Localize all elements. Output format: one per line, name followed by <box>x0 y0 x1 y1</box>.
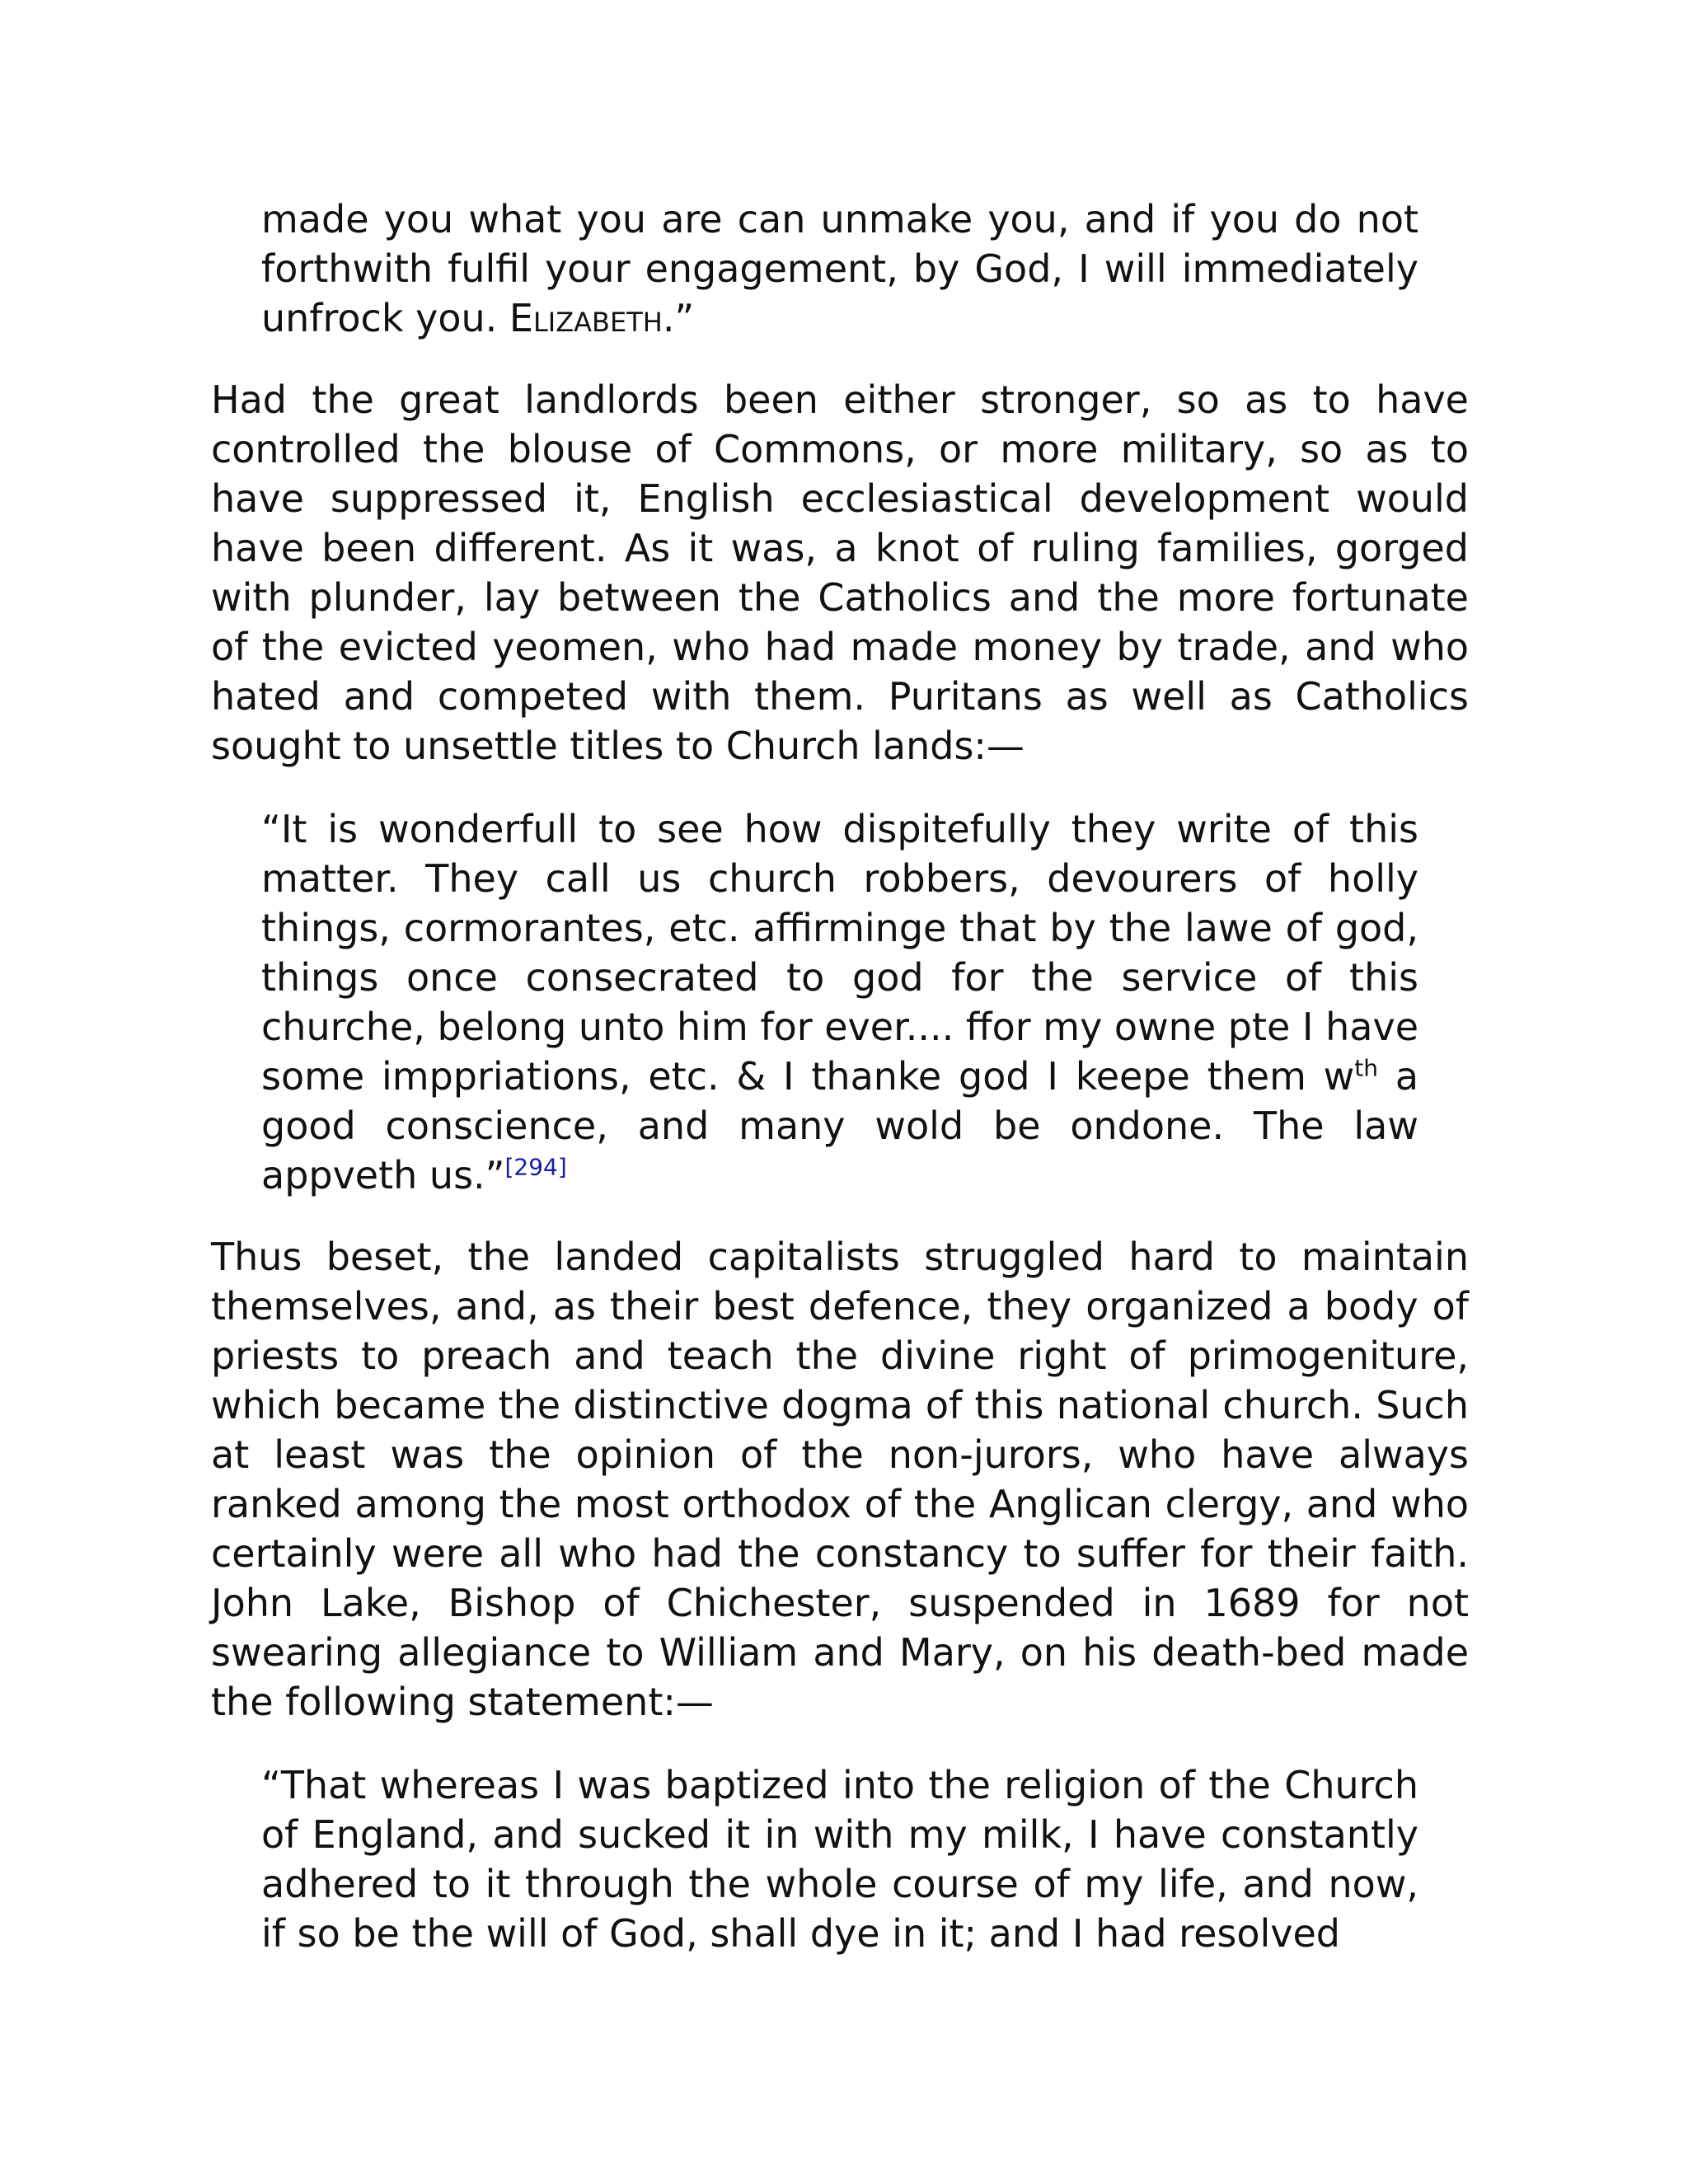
quote-text: made you what you are can unmake you, and if you do not forthwith fulfil your engagement, by God, I will immediately unfrock you. <box>261 197 1418 340</box>
blockquote-elizabeth-letter <box>261 194 1418 343</box>
quote-text-part1: “It is wonderfull to see how dispitefully they write of this matter. They call us church robbers, devourers of holly things, cormorantes, etc. affirminge that by the lawe of god, things once consecrated to god for the service of this churche, belong unto him for ever.... ffor my owne pte I have some imppriations, etc. & I thanke god I keepe them w <box>261 807 1418 1099</box>
signature-elizabeth: Elizabeth <box>509 296 663 340</box>
blockquote-john-lake-statement: “That whereas I was baptized into the religion of the Church of England, and sucked it in with my milk, I have constantly adhered to it through the whole course of my life, and now, if so be the will of God, shall dye in it; and I had resolved <box>261 1763 1418 1956</box>
quote-text-part2: a good conscience, and many wold be ondone. The law appveth us.” <box>261 1054 1419 1197</box>
footnote-link-294[interactable]: [294] <box>504 1153 567 1181</box>
quote-closing: .” <box>662 296 695 340</box>
paragraph-landed-capitalists: Thus beset, the landed capitalists struggled hard to maintain themselves, and, as their best defence, they organized a body of priests to preach and teach the divine right of primogeniture, which became the distinctive dogma of this national church. Such at least was the opinion of the non-jurors, who have always ranked among the most orthodox of the Anglican clergy, and who certainly were all who had the constancy to suffer for their faith. John Lake, Bishop of Chichester, suspended in 1689 for not swearing allegiance to William and Mary, on his death-bed made the following statement:— <box>211 1235 1469 1724</box>
paragraph-landlords: Had the great landlords been either stronger, so as to have controlled the blouse of Commons, or more military, so as to have suppressed it, English ecclesiastical development would have been different. As it was, a knot of ruling families, gorged with plunder, lay between the Catholics and the more fortunate of the evicted yeomen, who had made money by trade, and who hated and competed with them. Puritans as well as Catholics sought to unsettle titles to Church lands:— <box>211 377 1469 768</box>
blockquote-church-robbers <box>261 804 1418 1200</box>
superscript-th: th <box>1354 1054 1379 1082</box>
